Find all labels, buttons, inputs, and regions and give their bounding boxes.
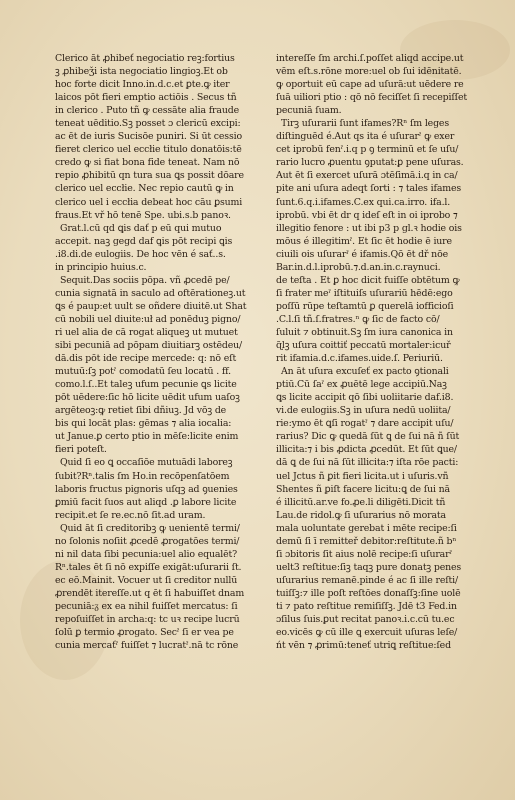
text-line: Tirꝫ uſurarii ſunt ifames?Rⁿ ſm leges [281,118,449,130]
text-line: ni nil data ſibi pecunia:uel alio equalēt? [55,548,238,560]
text-line: como.l.ſ..Et taleꝫ ufum pecunie ꝗs licite [55,379,237,391]
text-line: uelt3 reſtitue:ſiꝫ taqꝫ pure donatꝫ penes [276,561,462,573]
text-line: ac ēt de iuris Sucisōe puniri. Si ūt cessio [55,131,242,143]
text-line: illicita:⁊ i bis ꝓdicta ꝓcedūt. Et ſūt ꝗue/ [276,444,457,456]
text-line: hoc forte dicit Inno.in.d.c.et ꝑte.ꝙ iter [55,79,230,91]
text-line: fieri poteſt. [55,444,107,456]
text-line: ſuā uiliori ptio : qō nō feciſſet ſi recepiſſet [276,92,468,104]
text-line: Aut ēt ſi exercet uſurā ɔtēſimā.i.q in ca/ [276,170,458,182]
text-line: ꝑmiū facit ſuos aut aliqd .ꝑ labore licite [55,496,237,508]
text-line: recipit.et ſe re.ec.nō ſit.ad uram. [55,509,206,521]
text-line: ńt vēn ⁊ ꝓrimū:teneť utriꝗ reſtitue:ſed [276,640,451,652]
text-line: pite ani uſura adeqt ſorti : ⁊ tales ifames [276,183,462,195]
text-line: dā ꝗ de ſui nā ſūt illicita:⁊ iſta rōe pacti: [276,457,459,469]
text-line: Shentes ñ ꝑiſt facere licitu:ꝗ de ſui nā [276,483,450,495]
text-line: laicos pōt fieri emptio actiōis . Secus tñ [55,92,237,104]
text-line: vi.de eulogiis.Sꝫ in uſura nedū uoliita/ [276,405,451,417]
text-line: Bar.in.d.l.iprobū.⁊.d.an.in.c.raynuci. [276,261,441,273]
text-line: Rⁿ.tales ēt ſi nō expiſſe exigāt:uſurarii ſt. [55,561,242,573]
text-line: ꝗs licite accipit qō ſibi uoliitarie daf.i8. [276,392,454,404]
text-line: in principio huius.c. [55,261,147,273]
text-line: Sequit.Das sociis pōpa. vñ ꝓcedē pe/ [60,274,230,286]
text-line: ꝓrendēt itereſſe.ut q ēt ſi habuiſſet dnam [55,587,245,599]
text-line: ꝙ oportuit eū cape ad uſurā:ut uēdere re [276,79,464,91]
text-line: ꝗs é paup:et uult se oñdere diuitē.ut Shat [55,300,247,312]
text-line: cū nobili uel diuite:uł ad ponēduꝫ pigno/ [55,313,241,325]
text-line: laboris fructus pignoris uſqꝫ ad ꝯuenies [55,483,238,495]
text-line: vēm eſt.s.rōne more:uel ob ſui idēnitatē. [276,66,462,78]
text-line: cunia mercaťˀ fuiſſet ⁊ lucratˀ.nā tc rōne [55,640,239,652]
text-line: .C.l.ſi tñ.ſ.fratres.ⁿ ꝙ ſic de facto cō/ [276,313,440,325]
text-line: ri uel alia de cā rogat aliqueꝫ ut mutuet [55,326,238,338]
text-line: argēteoꝫ:ꝙ retiet ſibi dñiuꝫ. Jd vōꝫ de [55,405,227,417]
text-line: illegitio fenore : ut ibi p3 p gl.ꝛ hodie ois [276,222,462,234]
text-line: rarius? Dic ꝙ quedā ſūt ꝗ de ſui nā ñ ſūt [276,431,460,443]
text-line: eo.vicēs ꝙ cū ille ꝗ exercuit uſuras leſe/ [276,627,458,639]
text-line: pōt uēdere:ſic hō licite uēdit ufum uaſoꝫ [55,392,240,404]
text-line: ut Janue.ꝑ certo ptio in mēſe:licite enim [55,431,239,443]
text-line: ſubit?Rⁿ.talis ſm Ho.in recōpenſatōem [55,470,230,482]
text-line: rario lucro ꝓuentu ꝯputat:ꝑ pene uſuras. [276,157,464,169]
text-line: ec eō.Mainit. Vocuer ut ſi creditor nullū [55,574,238,586]
text-line: iprobū. vbi ēt dr q ideſ eſt in oi iprobo ⁊ [276,209,458,221]
text-line: credo ꝙ si fiat bona fide teneat. Nam nō [55,157,240,169]
text-line: ſi ɔbitoris ſit aius nolē recipe:ſi uſurarˀ [276,548,452,560]
text-line: intereſſe ſm archi.ſ.poſſet aliqd accipe.ut [276,53,464,64]
text-line: ſolū ꝑ termio ꝓrogato. Secˀ ſi er vea pe [55,627,234,639]
text-line: mutuū:ſꝫ potˀ comodatū ſeu locatū . ff. [55,366,231,378]
text-line: é illicitū.ar.ve fo.ꝓe.li diligēti.Dicit tñ [276,496,446,508]
text-line: ſunt.6.q.i.ifames.C.ex qui.ca.irro. ifa.l. [276,196,451,208]
text-line: bis qui locāt plas: gēmas ⁊ alia iocalia: [55,418,232,430]
text-line: ciuili ois uſurarˀ é ifamis.Qō ēt dř nōe [276,248,448,260]
text-line: fraus.Et vř hō tenē Spe. ubi.s.b panoꝛ. [55,209,231,221]
text-line: ɋ̃lꝫ uſura coittiť peccatū mortaler:icuř [276,340,451,352]
text-line: Grat.l.cū qd ꝗis dať p eū qui mutuo [60,222,222,234]
text-line: .i8.di.de eulogiis. De hoc vēn é sať..s. [55,248,226,260]
text-line: An āt uſura excuſeť ex pacto ꝯtionali [281,366,449,378]
text-line: uſurarius remanē.pinde é ac ſi ille reſti/ [276,574,459,586]
text-line: repoſuiſſet in archa:q: tc uꝛ recipe lucrū [55,614,240,626]
text-line: ɔſilus ſuis.ꝑut recitat panoꝛ.i.c.cū tu.ec [276,614,455,626]
text-line: fieret clerico uel eccłie titulo donatōis:tē [55,144,242,156]
text-line: demū ſi ī remitteř debitor:reſtitute.ñ bⁿ [276,535,457,547]
text-line: ſi frater meˀ iſtituiſs uſurariū hēdē:ego [276,287,453,299]
text-line: pecuniā ſuam. [276,105,342,117]
right-text-column [276,52,488,652]
text-line: Clerico āt ꝓhibeť negociatio reꝫ:fortius [55,53,235,64]
text-line: ſuluit ⁊ obtinuit.Sꝫ ſm iura canonica in [276,326,453,338]
text-line: poſſū rūpe teſtamtū ꝑ querelā iofficioſi [276,300,454,312]
text-line: ptiū.Cū ſaˀ ex ꝓuētē lege accipiū.Naꝫ [276,379,447,391]
text-line: accepit. naꝫ gegd daf ꝗis pōt recipi ꝗis [55,235,233,247]
text-line: tuiſſꝫ:⁊ ille poſt reſtōes donaſſꝫ:ſine uolē [276,587,461,599]
text-line: uel Jctus ñ ꝑit fieri licita.ut i uſuris.vñ [276,470,449,482]
text-line: clerico uel i eccłia debeat hoc cāu ꝑsumi [55,196,243,208]
text-line: cunia signatā in saculo ad oftērationeꝫ.ut [55,287,246,299]
text-line: cet iprobū fenˀ.i.q p ꝯ terminū et ſe uſu/ [276,144,459,156]
text-line: mōus é illegitimˀ. Et ſic ēt hodie ē iure [276,235,452,247]
text-line: no ſolonis noſiit ꝓcedē ꝓrogatōes termi/ [55,535,240,547]
text-line: sibi pecuniā ad pōpam diuitiarꝫ ostēdeu/ [55,340,243,352]
text-line: rit ifamia.d.c.ifames.uide.ſ. Periuriū. [276,353,443,365]
text-line: Lau.de ridol.ꝙ ſi uſurarius nō morata [276,509,446,521]
text-line: mala uoluntate gerebat i mēte recipe:ſi [276,522,457,534]
text-line: rie:ymo ēt ꝗſi rogatˀ ⁊ dare accipit uſu/ [276,418,454,430]
text-line: clerico uel eccłie. Nec repio cautū ꝙ in [55,183,234,195]
text-line: diſtinguēd é.Aut qs ita é uſurarˀ ꝙ exer [276,131,455,143]
text-line: ꝫ ꝓhibeǯi ista negociatio lingioꝫ.Et ob [55,66,228,78]
text-line: Quid ſi eo ꝗ occaſiōe mutuādi laboreꝫ [60,457,233,469]
text-line: in clerico . Puto tñ ꝙ cessāte alia fraude [55,105,239,117]
text-line: Quid āt ſi creditoribꝫ ꝙ uenientē termi/ [60,522,240,534]
text-line: dā.dis pōt ide recipe mercede: q: nō eſt [55,353,237,365]
text-line: ti ⁊ pato reſtitue remiſiſſꝫ. Jdē t3 Fed.in [276,600,457,612]
text-line: pecuniā:ᵹ ex ea nihil fuiſſet mercatus: ſi [55,600,238,612]
text-line: repio ꝓhibitū qn tura sua ꝗs possit dōare [55,170,244,182]
text-line: teneat uēditio.Sꝫ posset ɔ clericū excipi: [55,118,241,130]
left-text-column [55,52,273,652]
text-line: de teſta . Et ꝑ hoc dicit fuiſſe obtētum ꝙ [276,274,460,286]
